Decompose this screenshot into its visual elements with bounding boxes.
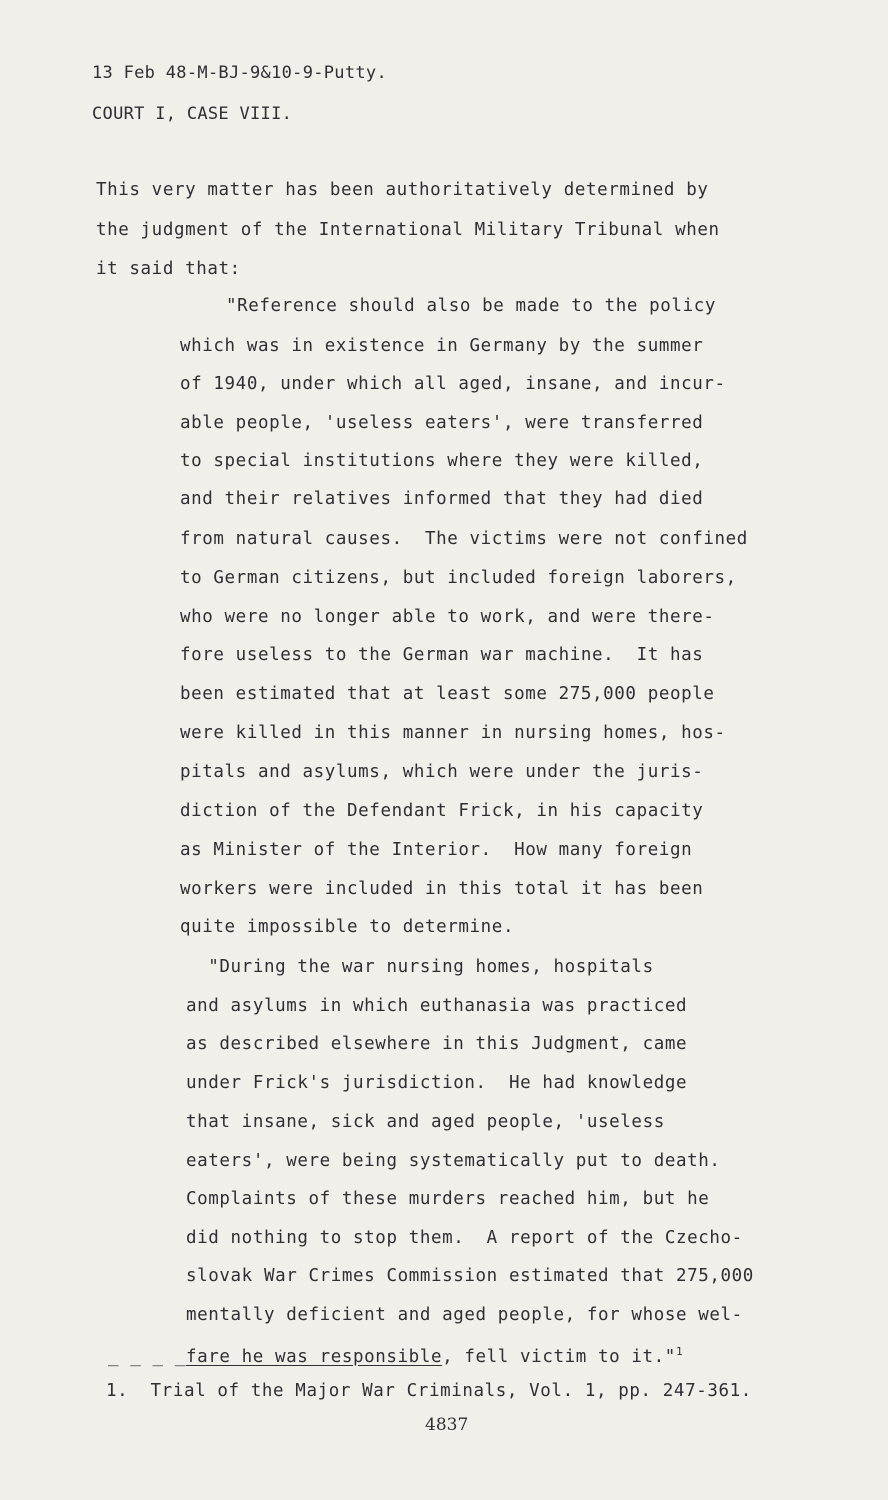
quote-line: who were no longer able to work, and were there- xyxy=(180,607,715,627)
quote-line: workers were included in this total it has been xyxy=(180,879,704,899)
page-number: 4837 xyxy=(425,1415,469,1435)
quote-line: to special institutions where they were killed, xyxy=(180,451,704,471)
quote-line: to German citizens, but included foreign laborers, xyxy=(180,568,737,588)
court-heading: COURT I, CASE VIII. xyxy=(92,104,293,124)
quote-line: which was in existence in Germany by the summer xyxy=(180,336,704,356)
quote-line: as Minister of the Interior. How many foreign xyxy=(180,840,693,860)
quote-line: from natural causes. The victims were not confined xyxy=(180,529,748,549)
quote-end-text: , fell victim to it." xyxy=(442,1347,676,1367)
quote-line: under Frick's jurisdiction. He had knowledge xyxy=(186,1073,688,1093)
footnote-marker: 1 xyxy=(675,1345,684,1358)
quote-line: of 1940, under which all aged, insane, and incur- xyxy=(180,374,726,394)
quote-line: fore useless to the German war machine. It has xyxy=(180,645,704,665)
quote-line: "During the war nursing homes, hospitals xyxy=(186,957,654,977)
quote-line: been estimated that at least some 275,000 people xyxy=(180,684,715,704)
footnote: 1. Trial of the Major War Criminals, Vol. 1, pp. 247-361. xyxy=(106,1381,752,1401)
quote-final-line xyxy=(108,1345,683,1367)
quote-line: and their relatives informed that they had died xyxy=(180,489,704,509)
quote-line: as described elsewhere in this Judgment, came xyxy=(186,1034,688,1054)
quote-line: and asylums in which euthanasia was practiced xyxy=(186,996,688,1016)
document-reference: 13 Feb 48-M-BJ-9&10-9-Putty. xyxy=(92,63,387,83)
quote-line: quite impossible to determine. xyxy=(180,917,515,937)
quote-line: diction of the Defendant Frick, in his capacity xyxy=(180,801,704,821)
underlined-phrase: fare he was responsible xyxy=(185,1347,443,1367)
quote-line: were killed in this manner in nursing homes, hos- xyxy=(180,723,726,743)
quote-line: did nothing to stop them. A report of the Czecho- xyxy=(186,1228,743,1248)
quote-line: slovak War Crimes Commission estimated that 275,000 xyxy=(186,1266,754,1286)
quote-line: that insane, sick and aged people, 'useless xyxy=(186,1112,665,1132)
quote-line: able people, 'useless eaters', were transferred xyxy=(180,413,704,433)
quote-line: mentally deficient and aged people, for whose wel- xyxy=(186,1305,743,1325)
intro-line: it said that: xyxy=(96,259,241,279)
quote-line: eaters', were being systematically put to death. xyxy=(186,1151,721,1171)
quote-line: pitals and asylums, which were under the juris- xyxy=(180,762,704,782)
intro-line: This very matter has been authoritatively determined by xyxy=(96,180,709,200)
quote-line: Complaints of these murders reached him, but he xyxy=(186,1189,710,1209)
intro-line: the judgment of the International Military Tribunal when xyxy=(96,220,720,240)
quote-line: "Reference should also be made to the policy xyxy=(226,296,716,316)
dash-leader: _ _ _ _ xyxy=(108,1347,186,1367)
